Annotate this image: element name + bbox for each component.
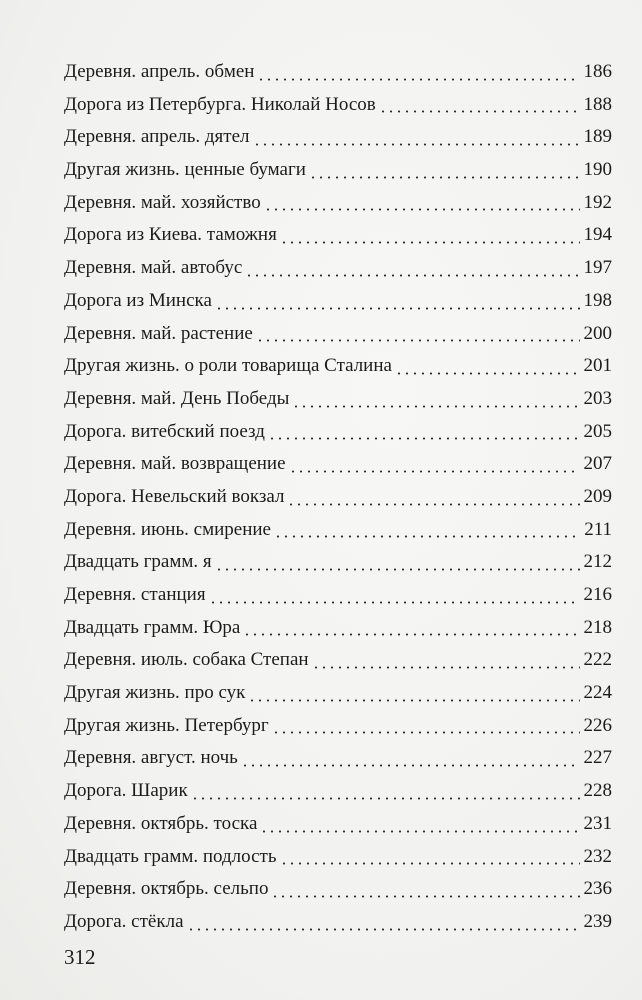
dot-leader — [256, 339, 580, 342]
dot-leader — [209, 601, 580, 604]
toc-entry — [64, 285, 612, 318]
toc-entry — [64, 677, 612, 710]
toc-entry-title: Дорога из Киева. таможня — [64, 224, 277, 246]
toc-entry-page-number: 205 — [583, 420, 612, 442]
toc-entry-title: Другая жизнь. про сук — [64, 682, 246, 704]
dot-leader — [280, 862, 580, 865]
toc-entry-title: Деревня. июль. собака Степан — [64, 649, 309, 671]
toc-entry-page-number: 211 — [584, 518, 612, 540]
toc-entry-page-number: 192 — [583, 191, 612, 213]
toc-entry-title: Двадцать грамм. подлость — [64, 845, 277, 867]
toc-entry — [64, 808, 612, 841]
dot-leader — [309, 176, 580, 179]
dot-leader — [257, 78, 579, 81]
toc-entry-title: Деревня. май. растение — [64, 322, 253, 344]
toc-entry-title: Двадцать грамм. Юра — [64, 616, 241, 638]
toc-entry — [64, 121, 612, 154]
toc-entry-page-number: 236 — [583, 878, 612, 900]
toc-entry-title: Деревня. октябрь. тоска — [64, 812, 258, 834]
dot-leader — [243, 633, 579, 636]
toc-entry — [64, 350, 612, 383]
toc-entry — [64, 383, 612, 416]
toc-entry-page-number: 231 — [583, 812, 612, 834]
toc-entry — [64, 154, 612, 187]
toc-entry-title: Деревня. июнь. смирение — [64, 518, 271, 540]
dot-leader — [253, 143, 580, 146]
toc-entry — [64, 514, 612, 547]
toc-entry — [64, 481, 612, 514]
dot-leader — [264, 208, 580, 211]
toc-entry-title: Дорога из Петербурга. Николай Носов — [64, 93, 376, 115]
toc-entry-page-number: 190 — [583, 159, 612, 181]
toc-entry-title: Деревня. май. автобус — [64, 257, 243, 279]
toc-entry-title: Деревня. май. возвращение — [64, 453, 286, 475]
toc-entry-page-number: 188 — [583, 93, 612, 115]
toc-entry — [64, 906, 612, 939]
toc-entry-page-number: 216 — [583, 584, 612, 605]
toc-entry — [64, 742, 612, 775]
toc-entry — [64, 56, 612, 89]
toc-entry-title: Деревня. апрель. дятел — [64, 126, 250, 148]
toc-entry-title: Дорога. витебский поезд — [64, 420, 265, 442]
toc-entry-page-number: 207 — [583, 453, 612, 475]
dot-leader — [287, 503, 579, 506]
dot-leader — [271, 895, 579, 898]
toc-entry-title: Деревня. станция — [64, 584, 206, 605]
toc-entry-page-number: 228 — [583, 780, 612, 802]
dot-leader — [215, 307, 580, 310]
dot-leader — [280, 241, 580, 244]
dot-leader — [268, 437, 580, 440]
toc-entry-page-number: 198 — [583, 289, 612, 311]
dot-leader — [245, 274, 579, 277]
dot-leader — [241, 764, 580, 767]
toc-entry-title: Дорога. Невельский вокзал — [64, 485, 285, 507]
toc-entry — [64, 710, 612, 743]
toc-entry-title: Дорога из Минска — [64, 289, 212, 311]
toc-entry-page-number: 201 — [583, 355, 612, 377]
toc-entry — [64, 252, 612, 285]
toc-entry-page-number: 189 — [583, 126, 612, 148]
toc-entry — [64, 775, 612, 808]
toc-entry-page-number: 218 — [583, 616, 612, 638]
table-of-contents — [64, 56, 612, 939]
dot-leader — [215, 568, 580, 571]
toc-entry-page-number: 226 — [583, 714, 612, 736]
toc-entry-page-number: 224 — [583, 682, 612, 704]
page-number: 312 — [64, 945, 96, 969]
toc-entry — [64, 579, 612, 612]
dot-leader — [191, 797, 580, 800]
toc-entry — [64, 219, 612, 252]
toc-entry-page-number: 197 — [583, 257, 612, 279]
toc-entry-page-number: 203 — [583, 387, 612, 409]
dot-leader — [187, 928, 580, 931]
dot-leader — [292, 405, 579, 408]
toc-entry-page-number: 227 — [583, 747, 612, 769]
toc-entry — [64, 546, 612, 579]
toc-entry — [64, 841, 612, 874]
toc-entry — [64, 873, 612, 906]
toc-entry — [64, 612, 612, 645]
toc-entry — [64, 318, 612, 351]
toc-entry-page-number: 239 — [583, 910, 612, 932]
toc-entry-title: Деревня. май. День Победы — [64, 387, 290, 409]
toc-entry — [64, 89, 612, 122]
dot-leader — [289, 470, 580, 473]
toc-entry-page-number: 232 — [583, 845, 612, 867]
toc-entry-page-number: 186 — [583, 61, 612, 82]
toc-entry-title: Деревня. октябрь. сельпо — [64, 878, 269, 900]
toc-entry-page-number: 212 — [583, 551, 612, 573]
toc-entry-page-number: 222 — [583, 649, 612, 671]
dot-leader — [379, 110, 580, 113]
toc-entry-title: Другая жизнь. Петербург — [64, 714, 269, 736]
toc-entry — [64, 644, 612, 677]
toc-entry — [64, 416, 612, 449]
toc-entry-title: Деревня. май. хозяйство — [64, 191, 261, 213]
toc-entry-page-number: 200 — [583, 322, 612, 344]
toc-entry-title: Деревня. август. ночь — [64, 747, 238, 769]
dot-leader — [274, 535, 580, 538]
dot-leader — [395, 372, 580, 375]
toc-entry-page-number: 209 — [583, 485, 612, 507]
toc-entry — [64, 448, 612, 481]
toc-entry-title: Другая жизнь. ценные бумаги — [64, 159, 306, 181]
toc-entry — [64, 187, 612, 220]
dot-leader — [260, 830, 579, 833]
toc-entry-title: Деревня. апрель. обмен — [64, 61, 255, 82]
toc-entry-title: Дорога. Шарик — [64, 780, 188, 802]
dot-leader — [248, 699, 579, 702]
dot-leader — [312, 666, 580, 669]
toc-entry-title: Дорога. стёкла — [64, 910, 184, 932]
toc-entry-title: Двадцать грамм. я — [64, 551, 212, 573]
toc-entry-page-number: 194 — [583, 224, 612, 246]
dot-leader — [272, 731, 580, 734]
toc-entry-title: Другая жизнь. о роли товарища Сталина — [64, 355, 392, 377]
